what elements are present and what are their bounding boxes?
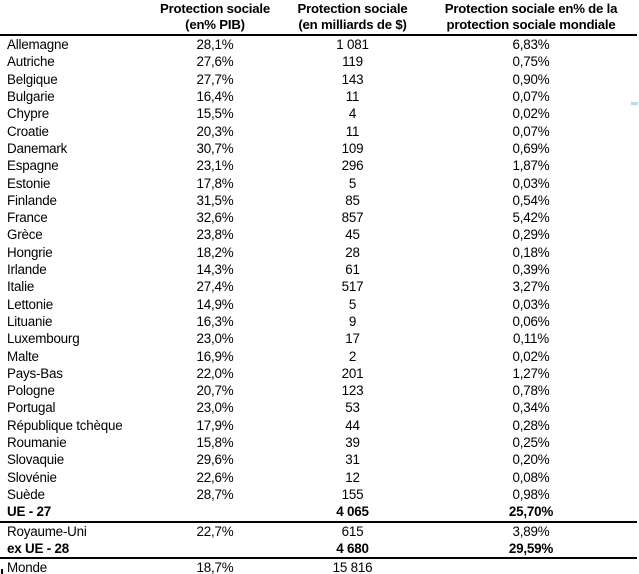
header-row xyxy=(0,0,637,35)
share-cell: 0,03% xyxy=(512,175,550,191)
usd-cell: 5 xyxy=(348,296,357,312)
country-cell: Pologne xyxy=(7,383,55,399)
share-cell: 0,20% xyxy=(512,452,550,468)
usd-cell: 119 xyxy=(342,54,363,70)
table-row xyxy=(0,278,637,295)
pib-cell: 22,6% xyxy=(196,469,234,485)
table-row xyxy=(0,35,637,53)
usd-cell: 31 xyxy=(345,452,360,468)
text-cursor[interactable] xyxy=(1,569,3,574)
country-cell: ex UE - 28 xyxy=(7,540,70,556)
country-cell: Lettonie xyxy=(7,296,54,312)
share-cell: 0,11% xyxy=(513,331,549,347)
country-cell: Danemark xyxy=(7,140,68,156)
share-cell: 3,89% xyxy=(512,523,550,539)
country-cell: Italie xyxy=(7,279,35,295)
table-row xyxy=(0,140,637,157)
table-row xyxy=(0,296,637,313)
country-cell: Luxembourg xyxy=(7,331,80,347)
country-cell: Irlande xyxy=(7,262,47,278)
share-cell: 0,03% xyxy=(512,296,550,312)
col-header-usd-line1: Protection sociale xyxy=(297,1,408,16)
table-row xyxy=(0,157,637,174)
share-cell: 0,78% xyxy=(512,383,550,399)
col-header-usd-line2: (en milliards de $) xyxy=(298,16,407,32)
usd-cell: 615 xyxy=(341,523,364,539)
pib-cell: 23,8% xyxy=(196,227,234,243)
pib-cell: 32,6% xyxy=(196,210,234,226)
table-row xyxy=(0,469,637,486)
share-cell: 25,70% xyxy=(508,504,554,520)
col-header-country xyxy=(0,0,150,35)
share-cell: 0,07% xyxy=(512,123,550,139)
country-cell: Monde xyxy=(7,560,47,574)
country-cell: Chypre xyxy=(7,106,49,122)
pib-cell: 28,7% xyxy=(196,486,234,502)
country-cell: République tchèque xyxy=(7,417,123,433)
country-cell: Croatie xyxy=(7,123,49,139)
share-cell: 0,29% xyxy=(512,227,550,243)
share-cell: 0,02% xyxy=(512,106,550,122)
usd-cell: 4 xyxy=(348,106,357,122)
table-row xyxy=(0,226,637,243)
table-row xyxy=(0,330,637,347)
pib-cell: 16,4% xyxy=(196,89,234,105)
pib-cell: 14,3% xyxy=(196,262,234,278)
table-body xyxy=(0,35,637,574)
table-row xyxy=(0,558,637,574)
table-row xyxy=(0,192,637,209)
share-cell: 0,39% xyxy=(512,262,550,278)
table-row xyxy=(0,88,637,105)
share-cell: 0,18% xyxy=(512,244,550,260)
table-row xyxy=(0,399,637,416)
share-cell: 0,54% xyxy=(512,192,550,208)
share-cell: 1,87% xyxy=(512,158,550,174)
col-header-pib xyxy=(150,0,280,35)
col-header-pib-line2: (en% PIB) xyxy=(185,16,245,32)
pib-cell: 16,9% xyxy=(196,348,234,364)
usd-cell: 15 816 xyxy=(332,560,373,574)
table-row xyxy=(0,53,637,70)
pib-cell: 15,5% xyxy=(196,106,234,122)
table-row xyxy=(0,261,637,278)
country-cell: Estonie xyxy=(7,175,51,191)
share-cell: 1,27% xyxy=(512,365,550,381)
share-cell: 0,34% xyxy=(512,400,550,416)
table-row xyxy=(0,123,637,140)
share-cell: 5,42% xyxy=(512,210,550,226)
pib-cell: 23,0% xyxy=(196,331,234,347)
country-cell: Roumanie xyxy=(7,435,67,451)
country-cell: Belgique xyxy=(7,71,58,87)
table-row xyxy=(0,522,637,540)
pib-cell: 15,8% xyxy=(196,435,234,451)
pib-cell: 27,7% xyxy=(196,71,234,87)
country-cell: Grèce xyxy=(7,227,43,243)
usd-cell: 17 xyxy=(345,331,360,347)
share-cell: 29,59% xyxy=(508,540,554,556)
pib-cell: 27,4% xyxy=(196,279,234,295)
share-cell: 0,02% xyxy=(512,348,550,364)
pib-cell: 23,1% xyxy=(196,158,234,174)
col-header-share-line2: protection sociale mondiale xyxy=(446,16,616,32)
usd-cell: 109 xyxy=(341,140,364,156)
usd-cell: 143 xyxy=(341,71,364,87)
usd-cell: 12 xyxy=(345,469,360,485)
table-row xyxy=(0,540,637,558)
pib-cell: 18,7% xyxy=(196,560,234,574)
share-cell: 0,08% xyxy=(512,469,550,485)
usd-cell: 5 xyxy=(348,175,357,191)
share-cell: 0,07% xyxy=(512,89,550,105)
usd-cell: 4 680 xyxy=(336,540,369,556)
country-cell: France xyxy=(7,210,48,226)
country-cell: Slovaquie xyxy=(7,452,65,468)
table-row xyxy=(0,348,637,365)
country-cell: Bulgarie xyxy=(7,89,55,105)
pib-cell: 23,0% xyxy=(196,400,234,416)
country-cell: Allemagne xyxy=(7,37,69,53)
pib-cell: 17,8% xyxy=(196,175,234,191)
table-row xyxy=(0,105,637,122)
table-row xyxy=(0,71,637,88)
usd-cell: 39 xyxy=(345,435,360,451)
pib-cell: 20,3% xyxy=(196,123,234,139)
pib-cell: 14,9% xyxy=(196,296,234,312)
pib-cell xyxy=(150,540,280,558)
table-row xyxy=(0,486,637,503)
share-cell: 0,90% xyxy=(512,71,550,87)
share-cell: 0,06% xyxy=(512,313,550,329)
table-row xyxy=(0,451,637,468)
table-row xyxy=(0,417,637,434)
country-cell: Slovénie xyxy=(7,469,57,485)
country-cell: Hongrie xyxy=(7,244,53,260)
col-header-share xyxy=(425,0,637,35)
share-cell: 0,98% xyxy=(512,486,550,502)
share-cell: 0,75% xyxy=(512,54,550,70)
share-cell: 0,28% xyxy=(512,417,550,433)
usd-cell: 53 xyxy=(345,400,360,416)
table-row xyxy=(0,434,637,451)
usd-cell: 45 xyxy=(345,227,360,243)
pib-cell: 27,6% xyxy=(196,54,234,70)
selection-mark xyxy=(631,102,638,105)
share-cell: 0,25% xyxy=(512,435,550,451)
usd-cell: 296 xyxy=(341,158,364,174)
country-cell: UE - 27 xyxy=(7,504,51,520)
table-row xyxy=(0,175,637,192)
usd-cell: 61 xyxy=(345,262,360,278)
country-cell: Portugal xyxy=(7,400,56,416)
usd-cell: 201 xyxy=(341,365,364,381)
country-cell: Lituanie xyxy=(7,313,53,329)
share-cell xyxy=(425,558,637,574)
pib-cell: 30,7% xyxy=(196,140,234,156)
table-row xyxy=(0,313,637,330)
usd-cell: 9 xyxy=(348,313,357,329)
pib-cell: 31,5% xyxy=(196,192,234,208)
country-cell: Espagne xyxy=(7,158,59,174)
share-cell: 0,69% xyxy=(512,140,550,156)
country-cell: Pays-Bas xyxy=(7,365,63,381)
share-cell: 6,83% xyxy=(512,37,550,53)
usd-cell: 4 065 xyxy=(336,504,369,520)
pib-cell: 18,2% xyxy=(196,244,234,260)
usd-cell: 123 xyxy=(341,383,364,399)
pib-cell: 20,7% xyxy=(196,383,234,399)
pib-cell xyxy=(150,503,280,521)
usd-cell: 857 xyxy=(341,210,364,226)
country-cell: Finlande xyxy=(7,192,57,208)
usd-cell: 85 xyxy=(345,192,360,208)
usd-cell: 2 xyxy=(348,348,357,364)
table-row xyxy=(0,365,637,382)
usd-cell: 11 xyxy=(345,123,360,139)
col-header-usd xyxy=(280,0,425,35)
pib-cell: 22,7% xyxy=(196,523,234,539)
table-row xyxy=(0,503,637,521)
usd-cell: 11 xyxy=(345,89,360,105)
table-row xyxy=(0,382,637,399)
pib-cell: 29,6% xyxy=(196,452,234,468)
col-header-pib-line1: Protection sociale xyxy=(160,1,270,16)
country-cell: Malte xyxy=(7,348,39,364)
table-row xyxy=(0,244,637,261)
country-cell: Autriche xyxy=(7,54,55,70)
pib-cell: 22,0% xyxy=(196,365,234,381)
pib-cell: 16,3% xyxy=(196,313,234,329)
usd-cell: 517 xyxy=(341,279,364,295)
pib-cell: 28,1% xyxy=(196,37,234,53)
country-cell: Suède xyxy=(7,486,45,502)
usd-cell: 155 xyxy=(341,486,364,502)
usd-cell: 1 081 xyxy=(336,37,369,53)
share-cell: 3,27% xyxy=(512,279,550,295)
col-header-share-line1: Protection sociale en% de la xyxy=(444,1,618,16)
pib-cell: 17,9% xyxy=(196,417,234,433)
table-row xyxy=(0,209,637,226)
table-header xyxy=(0,0,637,35)
usd-cell: 44 xyxy=(345,417,360,433)
country-cell: Royaume-Uni xyxy=(7,523,87,539)
usd-cell: 28 xyxy=(345,244,360,260)
